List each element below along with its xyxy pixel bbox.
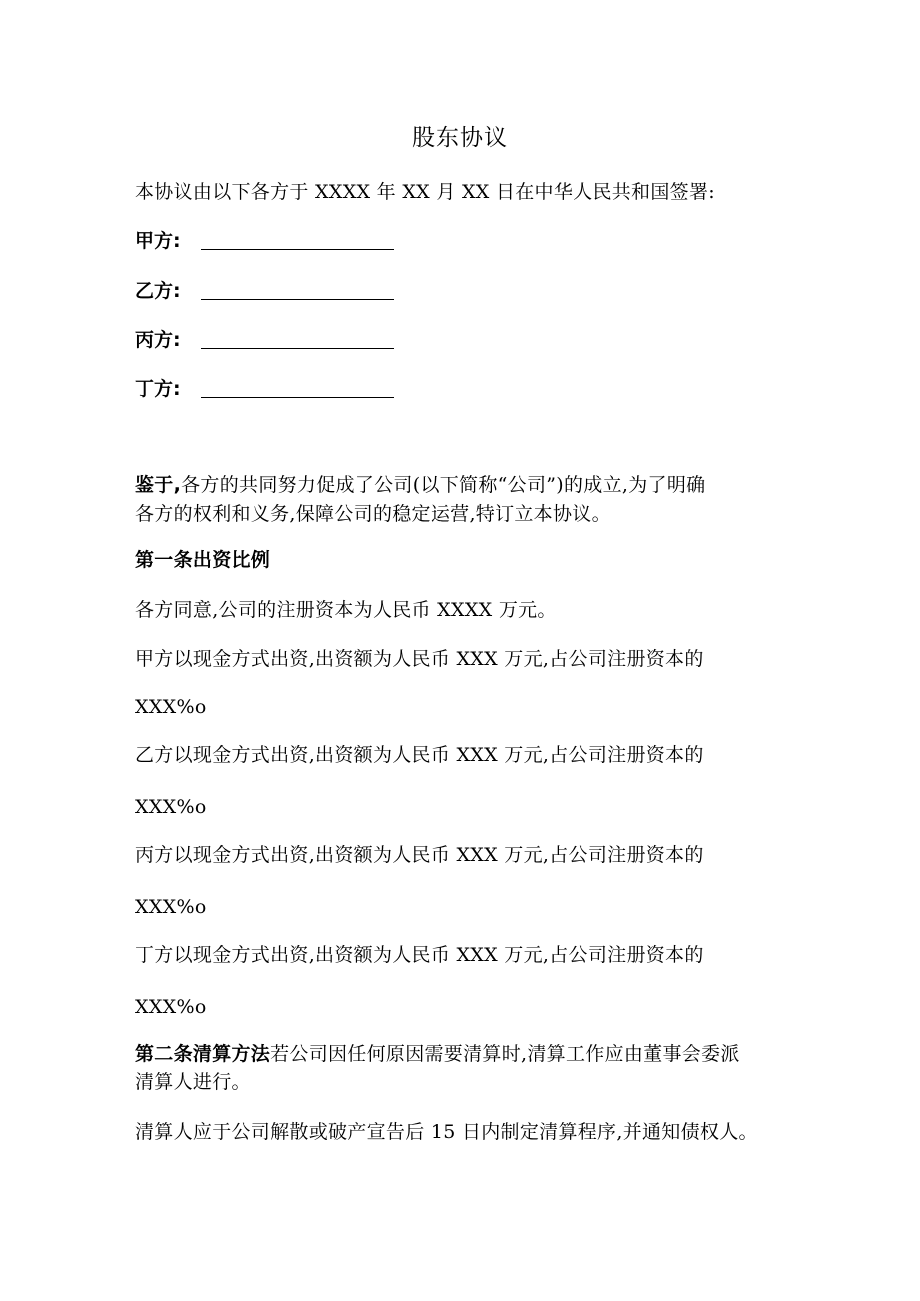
contribution-b-pct: XXX%o [135,796,207,818]
article-2-line-1 [135,1040,740,1069]
contribution-d-pct: XXX%o [135,996,207,1018]
party-c [135,326,435,355]
contribution-c-pct: XXX%o [135,896,207,918]
article-2-paragraph-2: 清算人应于公司解散或破产宣告后 15 日内制定清算程序,并通知债权人。 [135,1121,758,1143]
article-1-heading: 第一条出资比例 [135,549,271,571]
article-2-text-1: 若公司因任何原因需要清算时,清算工作应由董事会委派 [270,1043,740,1065]
whereas-text-1: 各方的共同努力促成了公司(以下简称“公司”)的成立,为了明确 [181,474,706,496]
contribution-a-pct: XXX%o [135,696,207,718]
party-b-blank-line [201,299,394,300]
contribution-a-line: 甲方以现金方式出资,出资额为人民币 XXX 万元,占公司注册资本的 [135,648,704,670]
intro-paragraph: 本协议由以下各方于 XXXX 年 XX 月 XX 日在中华人民共和国签署: [135,181,715,203]
document-title: 股东协议 [412,125,508,151]
whereas-line-1 [135,471,705,500]
party-b-label: 乙方: [135,280,181,302]
contribution-d-line: 丁方以现金方式出资,出资额为人民币 XXX 万元,占公司注册资本的 [135,944,704,966]
party-d-blank-line [201,397,394,398]
whereas-line-2: 各方的权利和义务,保障公司的稳定运营,特订立本协议。 [135,503,611,525]
party-d [135,375,435,404]
whereas-lead: 鉴于, [135,474,182,496]
contribution-c-line: 丙方以现金方式出资,出资额为人民币 XXX 万元,占公司注册资本的 [135,844,704,866]
article-2-line-2: 清算人进行。 [135,1071,251,1093]
party-b [135,277,435,306]
party-a [135,227,435,256]
party-a-blank-line [201,249,394,250]
party-a-label: 甲方: [135,230,181,252]
party-c-label: 丙方: [135,329,181,351]
party-d-label: 丁方: [135,378,181,400]
contribution-b-line: 乙方以现金方式出资,出资额为人民币 XXX 万元,占公司注册资本的 [135,744,704,766]
article-2-heading: 第二条清算方法 [135,1043,271,1065]
party-c-blank-line [201,348,394,349]
article-1-capital: 各方同意,公司的注册资本为人民币 XXXX 万元。 [135,599,557,621]
